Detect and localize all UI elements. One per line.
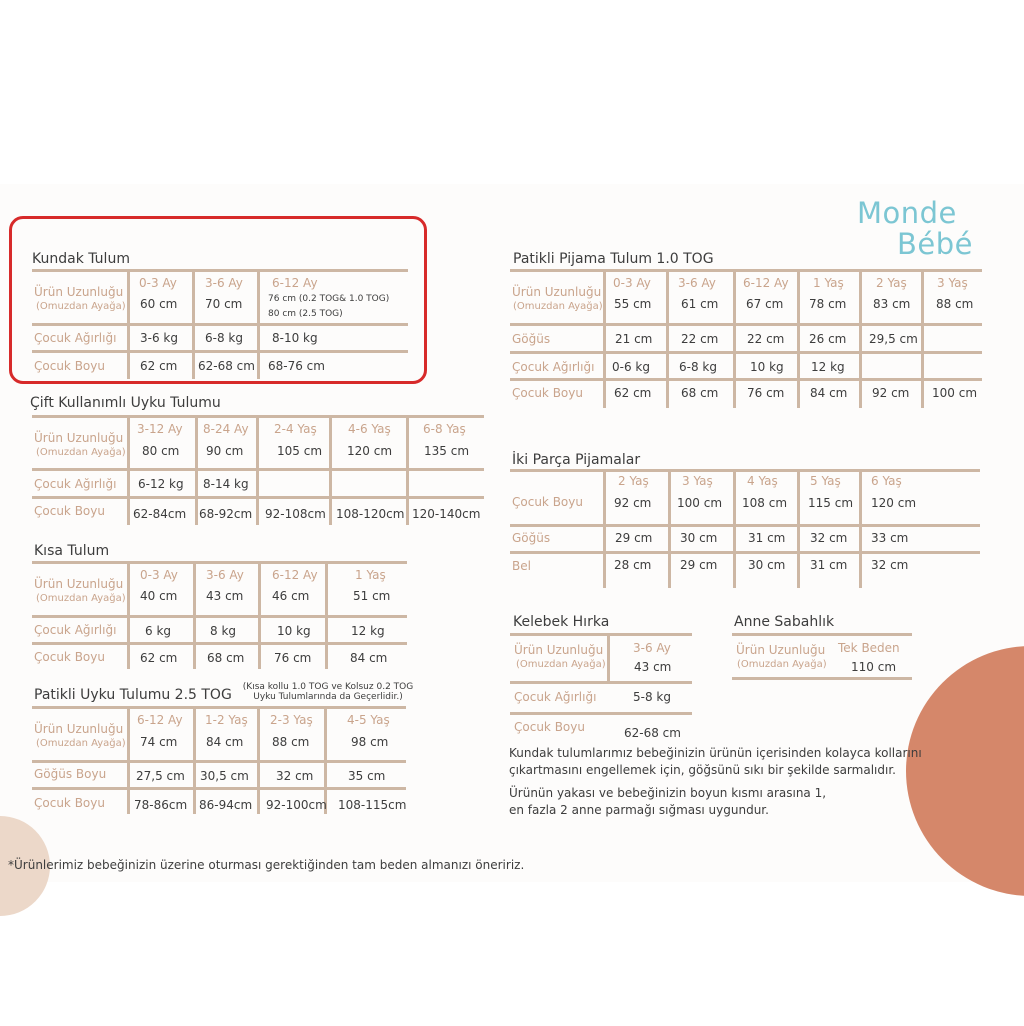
kisa-length-sub: (Omuzdan Ayağa): [36, 593, 126, 604]
patikli-uyku-header-1: 6-12 Ay: [137, 713, 183, 727]
cift-weight-1: 6-12 kg: [138, 477, 184, 491]
column-divider: [324, 709, 327, 760]
column-divider: [859, 472, 862, 524]
column-divider: [603, 527, 606, 551]
cift-height-label: Çocuk Boyu: [34, 504, 105, 518]
column-divider: [797, 472, 800, 524]
iki-parca-header-3: 4 Yaş: [747, 474, 778, 488]
kisa-height-4: 84 cm: [350, 651, 388, 665]
column-divider: [607, 636, 610, 681]
note-2-line-1: Ürünün yakası ve bebeğinizin boyun kısmı arasına 1,: [509, 786, 827, 800]
cift-length-3: 105 cm: [277, 444, 323, 458]
iki-parca-chest-3: 31 cm: [748, 531, 786, 545]
patikli-pijama-header-6: 3 Yaş: [937, 276, 968, 290]
column-divider: [127, 418, 130, 468]
kundak-length-3a: 76 cm (0.2 TOG& 1.0 TOG): [268, 294, 390, 304]
patikli-pijama-header-4: 1 Yaş: [813, 276, 844, 290]
kisa-length-4: 51 cm: [353, 589, 391, 603]
patikli-pijama-header-3: 6-12 Ay: [743, 276, 789, 290]
iki-parca-waist-2: 29 cm: [680, 558, 718, 572]
column-divider: [859, 381, 862, 408]
column-divider: [797, 326, 800, 351]
kisa-height-3: 76 cm: [274, 651, 312, 665]
cift-header-4: 4-6 Yaş: [348, 422, 391, 436]
column-divider: [193, 645, 196, 669]
cift-length-5: 135 cm: [424, 444, 470, 458]
patikli-pijama-header-1: 0-3 Ay: [613, 276, 651, 290]
kisa-header-1: 0-3 Ay: [140, 568, 178, 582]
column-divider: [603, 272, 606, 323]
kundak-header-1: 0-3 Ay: [139, 276, 177, 290]
column-divider: [195, 418, 198, 468]
cift-height-1: 62-84cm: [133, 507, 187, 521]
kundak-height-1: 62 cm: [140, 359, 178, 373]
iki-parca-header-5: 6 Yaş: [871, 474, 902, 488]
column-divider: [733, 381, 736, 408]
column-divider: [797, 272, 800, 323]
column-divider: [666, 381, 669, 408]
patikli-uyku-chest-label: Göğüs Boyu: [34, 767, 107, 781]
kisa-header-4: 1 Yaş: [355, 568, 386, 582]
column-divider: [195, 499, 198, 525]
cift-height-2: 68-92cm: [199, 507, 253, 521]
patikli-uyku-header-3: 2-3 Yaş: [270, 713, 313, 727]
patikli-pijama-height-3: 76 cm: [747, 386, 785, 400]
anne-header: Tek Beden: [838, 641, 900, 655]
patikli-pijama-weight-label: Çocuk Ağırlığı: [512, 360, 595, 374]
column-divider: [256, 499, 259, 525]
column-divider: [127, 471, 130, 496]
column-divider: [733, 326, 736, 351]
column-divider: [195, 471, 198, 496]
column-divider: [668, 472, 671, 524]
patikli-uyku-chest-4: 35 cm: [348, 769, 386, 783]
patikli-pijama-weight-1: 0-6 kg: [612, 360, 650, 374]
iki-parca-waist-5: 32 cm: [871, 558, 909, 572]
column-divider: [603, 554, 606, 588]
column-divider: [666, 272, 669, 323]
kisa-length-2: 43 cm: [206, 589, 244, 603]
column-divider: [733, 354, 736, 378]
patikli-uyku-length-4: 98 cm: [351, 735, 389, 749]
kundak-length-2: 70 cm: [205, 297, 243, 311]
patikli-pijama-height-2: 68 cm: [681, 386, 719, 400]
kundak-height-label: Çocuk Boyu: [34, 359, 105, 373]
column-divider: [797, 554, 800, 588]
patikli-pijama-chest-1: 21 cm: [615, 332, 653, 346]
table-rule: [510, 633, 692, 636]
column-divider: [406, 471, 409, 496]
table-rule: [32, 787, 406, 790]
column-divider: [193, 790, 196, 814]
kelebek-title: Kelebek Hırka: [513, 614, 610, 630]
iki-parca-height-5: 120 cm: [871, 496, 917, 510]
iki-parca-chest-5: 33 cm: [871, 531, 909, 545]
cift-height-5: 120-140cm: [412, 507, 481, 521]
column-divider: [193, 564, 196, 615]
column-divider: [666, 354, 669, 378]
column-divider: [258, 618, 261, 642]
column-divider: [127, 763, 130, 787]
column-divider: [921, 272, 924, 323]
patikli-pijama-length-1: 55 cm: [614, 297, 652, 311]
patikli-uyku-title: Patikli Uyku Tulumu 2.5 TOG: [34, 687, 232, 703]
patikli-pijama-height-6: 100 cm: [932, 386, 978, 400]
iki-parca-height-4: 115 cm: [808, 496, 854, 510]
column-divider: [127, 618, 130, 642]
column-divider: [921, 354, 924, 378]
patikli-pijama-length-sub: (Omuzdan Ayağa): [513, 301, 603, 312]
patikli-pijama-length-4: 78 cm: [809, 297, 847, 311]
cift-length-2: 90 cm: [206, 444, 244, 458]
patikli-pijama-height-5: 92 cm: [872, 386, 910, 400]
iki-parca-chest-4: 32 cm: [810, 531, 848, 545]
note-1-line-1: Kundak tulumlarımız bebeğinizin ürünün içerisinden kolayca kollarını: [509, 746, 922, 760]
patikli-pijama-weight-3: 10 kg: [750, 360, 784, 374]
kundak-weight-label: Çocuk Ağırlığı: [34, 331, 117, 345]
column-divider: [603, 326, 606, 351]
anne-length-label: Ürün Uzunluğu: [736, 643, 826, 657]
kelebek-length: 43 cm: [634, 660, 672, 674]
column-divider: [668, 527, 671, 551]
column-divider: [258, 645, 261, 669]
kundak-height-3: 68-76 cm: [268, 359, 325, 373]
column-divider: [921, 326, 924, 351]
column-divider: [256, 471, 259, 496]
kisa-title: Kısa Tulum: [34, 543, 110, 559]
patikli-uyku-note-2: Uyku Tulumlarında da Geçerlidir.): [253, 692, 403, 702]
kelebek-length-label: Ürün Uzunluğu: [514, 643, 604, 657]
column-divider: [324, 763, 327, 787]
kundak-length-sub: (Omuzdan Ayağa): [36, 301, 126, 312]
iki-parca-height-3: 108 cm: [742, 496, 788, 510]
table-rule: [510, 269, 982, 272]
table-rule: [32, 642, 407, 645]
column-divider: [921, 381, 924, 408]
column-divider: [329, 418, 332, 468]
kundak-weight-1: 3-6 kg: [140, 331, 178, 345]
column-divider: [797, 381, 800, 408]
anne-title: Anne Sabahlık: [734, 614, 835, 630]
column-divider: [257, 790, 260, 814]
patikli-uyku-length-1: 74 cm: [140, 735, 178, 749]
table-rule: [732, 677, 912, 680]
patikli-pijama-title: Patikli Pijama Tulum 1.0 TOG: [513, 251, 714, 267]
iki-parca-header-2: 3 Yaş: [682, 474, 713, 488]
patikli-uyku-height-1: 78-86cm: [134, 798, 188, 812]
table-rule: [510, 378, 982, 381]
kelebek-height: 62-68 cm: [624, 726, 681, 740]
iki-parca-header-4: 5 Yaş: [810, 474, 841, 488]
kelebek-length-sub: (Omuzdan Ayağa): [516, 659, 606, 670]
kisa-height-2: 68 cm: [207, 651, 245, 665]
column-divider: [733, 527, 736, 551]
cift-header-1: 3-12 Ay: [137, 422, 183, 436]
column-divider: [666, 326, 669, 351]
table-rule: [32, 760, 406, 763]
cift-title: Çift Kullanımlı Uyku Tulumu: [30, 395, 221, 411]
iki-parca-waist-3: 30 cm: [748, 558, 786, 572]
kundak-weight-2: 6-8 kg: [205, 331, 243, 345]
iki-parca-waist-1: 28 cm: [614, 558, 652, 572]
patikli-pijama-weight-4: 12 kg: [811, 360, 845, 374]
table-rule: [510, 712, 692, 715]
patikli-uyku-note-1: (Kısa kollu 1.0 TOG ve Kolsuz 0.2 TOG: [242, 682, 414, 692]
patikli-pijama-chest-4: 26 cm: [809, 332, 847, 346]
column-divider: [193, 618, 196, 642]
cift-length-1: 80 cm: [142, 444, 180, 458]
brand-logo-line2: Bébé: [897, 227, 973, 261]
column-divider: [859, 326, 862, 351]
kundak-title: Kundak Tulum: [32, 251, 130, 267]
patikli-pijama-chest-3: 22 cm: [747, 332, 785, 346]
column-divider: [193, 763, 196, 787]
column-divider: [329, 499, 332, 525]
kundak-length-label: Ürün Uzunluğu: [34, 285, 124, 299]
iki-parca-height-2: 100 cm: [677, 496, 723, 510]
column-divider: [193, 709, 196, 760]
column-divider: [127, 564, 130, 615]
column-divider: [257, 709, 260, 760]
column-divider: [859, 554, 862, 588]
anne-length-sub: (Omuzdan Ayağa): [737, 659, 827, 670]
table-rule: [732, 633, 912, 636]
column-divider: [127, 499, 130, 525]
patikli-pijama-length-6: 88 cm: [936, 297, 974, 311]
patikli-uyku-length-2: 84 cm: [206, 735, 244, 749]
patikli-uyku-chest-2: 30,5 cm: [200, 769, 249, 783]
patikli-pijama-length-2: 61 cm: [681, 297, 719, 311]
kelebek-header: 3-6 Ay: [633, 641, 671, 655]
column-divider: [733, 472, 736, 524]
column-divider: [603, 472, 606, 524]
kelebek-weight-label: Çocuk Ağırlığı: [514, 690, 597, 704]
kundak-height-2: 62-68 cm: [198, 359, 255, 373]
column-divider: [127, 645, 130, 669]
kisa-weight-4: 12 kg: [351, 624, 385, 638]
patikli-pijama-chest-2: 22 cm: [681, 332, 719, 346]
patikli-uyku-length-3: 88 cm: [272, 735, 310, 749]
table-rule: [510, 351, 982, 354]
table-rule: [510, 524, 980, 527]
patikli-pijama-chest-5: 29,5 cm: [869, 332, 918, 346]
iki-parca-waist-label: Bel: [512, 559, 531, 573]
patikli-pijama-header-2: 3-6 Ay: [678, 276, 716, 290]
iki-parca-waist-4: 31 cm: [810, 558, 848, 572]
patikli-uyku-header-2: 1-2 Yaş: [205, 713, 248, 727]
column-divider: [257, 763, 260, 787]
column-divider: [603, 354, 606, 378]
kisa-length-label: Ürün Uzunluğu: [34, 577, 124, 591]
kisa-weight-3: 10 kg: [277, 624, 311, 638]
patikli-pijama-height-label: Çocuk Boyu: [512, 386, 583, 400]
iki-parca-chest-label: Göğüs: [512, 531, 551, 545]
patikli-uyku-height-4: 108-115cm: [338, 798, 407, 812]
kundak-length-3b: 80 cm (2.5 TOG): [268, 309, 343, 319]
cift-header-3: 2-4 Yaş: [274, 422, 317, 436]
brand-logo-line1: Monde: [857, 196, 957, 230]
patikli-uyku-height-2: 86-94cm: [199, 798, 253, 812]
cift-length-label: Ürün Uzunluğu: [34, 431, 124, 445]
cift-length-4: 120 cm: [347, 444, 393, 458]
kelebek-weight: 5-8 kg: [633, 690, 671, 704]
kundak-header-3: 6-12 Ay: [272, 276, 318, 290]
table-rule: [32, 706, 406, 709]
column-divider: [797, 354, 800, 378]
column-divider: [859, 527, 862, 551]
iki-parca-height-1: 92 cm: [614, 496, 652, 510]
footer-note: *Ürünlerimiz bebeğinizin üzerine oturması gerektiğinden tam beden almanızı öneririz.: [8, 858, 525, 872]
kisa-header-2: 3-6 Ay: [206, 568, 244, 582]
kisa-length-3: 46 cm: [272, 589, 310, 603]
kisa-height-label: Çocuk Boyu: [34, 650, 105, 664]
patikli-uyku-chest-1: 27,5 cm: [136, 769, 185, 783]
table-rule: [510, 469, 980, 472]
patikli-uyku-height-label: Çocuk Boyu: [34, 796, 105, 810]
cift-weight-2: 8-14 kg: [203, 477, 249, 491]
kisa-height-1: 62 cm: [140, 651, 178, 665]
patikli-uyku-length-sub: (Omuzdan Ayağa): [36, 738, 126, 749]
column-divider: [797, 527, 800, 551]
table-rule: [510, 551, 980, 554]
patikli-uyku-length-label: Ürün Uzunluğu: [34, 722, 124, 736]
patikli-pijama-height-4: 84 cm: [810, 386, 848, 400]
column-divider: [256, 418, 259, 468]
kisa-weight-1: 6 kg: [145, 624, 172, 638]
cift-header-2: 8-24 Ay: [203, 422, 249, 436]
kisa-header-3: 6-12 Ay: [272, 568, 318, 582]
column-divider: [859, 272, 862, 323]
iki-parca-chest-1: 29 cm: [615, 531, 653, 545]
table-rule: [510, 323, 982, 326]
patikli-pijama-header-5: 2 Yaş: [876, 276, 907, 290]
kelebek-height-label: Çocuk Boyu: [514, 720, 585, 734]
cift-height-3: 92-108cm: [265, 507, 326, 521]
kundak-weight-3: 8-10 kg: [272, 331, 318, 345]
column-divider: [258, 564, 261, 615]
column-divider: [603, 381, 606, 408]
iki-parca-chest-2: 30 cm: [680, 531, 718, 545]
patikli-uyku-header-4: 4-5 Yaş: [347, 713, 390, 727]
kisa-weight-2: 8 kg: [210, 624, 237, 638]
patikli-pijama-chest-label: Göğüs: [512, 332, 551, 346]
patikli-pijama-length-3: 67 cm: [746, 297, 784, 311]
column-divider: [325, 618, 328, 642]
table-rule: [32, 561, 407, 564]
iki-parca-title: İki Parça Pijamalar: [512, 452, 641, 468]
cift-length-sub: (Omuzdan Ayağa): [36, 447, 126, 458]
patikli-pijama-length-label: Ürün Uzunluğu: [512, 285, 602, 299]
column-divider: [668, 554, 671, 588]
anne-length: 110 cm: [851, 660, 897, 674]
note-2-line-2: en fazla 2 anne parmağı sığması uygundur.: [509, 803, 769, 817]
column-divider: [325, 564, 328, 615]
patikli-pijama-length-5: 83 cm: [873, 297, 911, 311]
column-divider: [325, 645, 328, 669]
brand-logo: [857, 198, 987, 260]
patikli-pijama-height-1: 62 cm: [614, 386, 652, 400]
iki-parca-header-1: 2 Yaş: [618, 474, 649, 488]
column-divider: [733, 554, 736, 588]
note-1-line-2: çıkartmasını engellemek için, göğsünü sıkı bir şekilde sarmalıdır.: [509, 763, 896, 777]
highlight-box: [9, 216, 427, 384]
kisa-length-1: 40 cm: [140, 589, 178, 603]
kisa-weight-label: Çocuk Ağırlığı: [34, 623, 117, 637]
column-divider: [406, 418, 409, 468]
column-divider: [329, 471, 332, 496]
column-divider: [127, 709, 130, 760]
column-divider: [859, 354, 862, 378]
cift-header-5: 6-8 Yaş: [423, 422, 466, 436]
patikli-uyku-chest-3: 32 cm: [276, 769, 314, 783]
column-divider: [406, 499, 409, 525]
patikli-uyku-height-3: 92-100cm: [266, 798, 327, 812]
cift-weight-label: Çocuk Ağırlığı: [34, 477, 117, 491]
patikli-pijama-weight-2: 6-8 kg: [679, 360, 717, 374]
column-divider: [733, 272, 736, 323]
kundak-header-2: 3-6 Ay: [205, 276, 243, 290]
table-rule: [32, 615, 407, 618]
iki-parca-height-label: Çocuk Boyu: [512, 495, 583, 509]
cift-height-4: 108-120cm: [336, 507, 405, 521]
kundak-length-1: 60 cm: [140, 297, 178, 311]
column-divider: [127, 790, 130, 814]
table-rule: [510, 681, 692, 684]
